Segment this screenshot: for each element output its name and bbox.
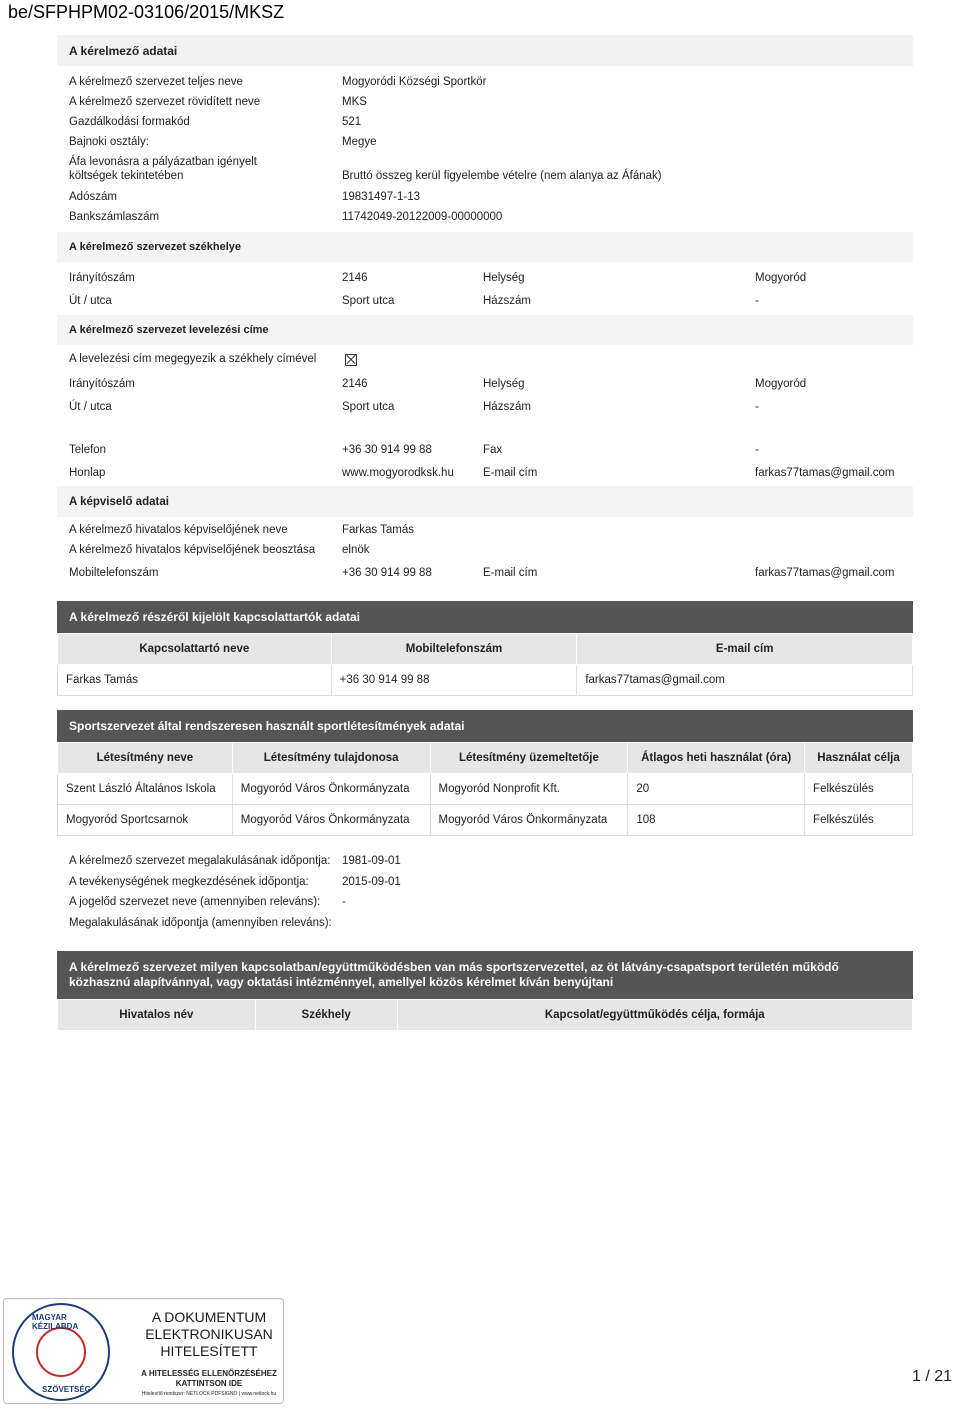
field-label: Áfa levonásra a pályázatban igényelt	[69, 156, 257, 168]
stamp-title-line: A DOKUMENTUM	[151, 1309, 267, 1325]
subsection-title: A kérelmező szervezet levelezési címe	[57, 315, 913, 345]
field-value: Megye	[342, 136, 377, 148]
field-label: költségek tekintetében	[69, 170, 184, 182]
email-label: E-mail cím	[483, 567, 538, 579]
field-label: A kérelmező szervezet megalakulásának időpontja:	[69, 855, 331, 867]
city-label: Helység	[483, 272, 525, 284]
street-label: Út / utca	[69, 401, 112, 413]
table-cell: farkas77tamas@gmail.com	[577, 665, 913, 696]
table-cell: Felkészülés	[805, 774, 913, 805]
stamp-title-line: ELEKTRONIKUSAN	[145, 1326, 273, 1342]
field-label: Megalakulásának időpontja (amennyiben releváns):	[69, 917, 332, 929]
zip-label: Irányítószám	[69, 272, 135, 284]
field-value: MKS	[342, 96, 367, 108]
table-cell: Mogyoród Város Önkormányzata	[232, 805, 430, 836]
table-cell: Mogyoród Város Önkormányzata	[430, 805, 628, 836]
email-link[interactable]: farkas77tamas@gmail.com	[755, 467, 895, 479]
page-number: 1 / 21	[911, 1368, 952, 1385]
mailing-section	[57, 315, 913, 345]
section-title	[57, 951, 913, 999]
column-header: Létesítmény tulajdonosa	[232, 743, 430, 774]
phone-value: +36 30 914 99 88	[342, 444, 432, 456]
street-value: Sport utca	[342, 401, 395, 413]
contacts-table	[57, 633, 913, 696]
table-cell: 108	[628, 805, 805, 836]
table-cell: 20	[628, 774, 805, 805]
field-value: -	[342, 896, 346, 908]
document-id: be/SFPHPM02-03106/2015/MKSZ	[8, 2, 285, 22]
section-title: Sportszervezet által rendszeresen használt sportlétesítmények adatai	[57, 710, 913, 742]
zip-label: Irányítószám	[69, 378, 135, 390]
house-label: Házszám	[483, 401, 531, 413]
table-cell: Farkas Tamás	[58, 665, 332, 696]
field-label: Gazdálkodási formakód	[69, 116, 190, 128]
verify-line: A HITELESSÉG ELLENŐRZÉSÉHEZ	[141, 1369, 277, 1378]
rep-name-value: Farkas Tamás	[342, 524, 415, 536]
column-header: Hivatalos név	[58, 1000, 256, 1031]
field-value: 1981-09-01	[342, 855, 401, 867]
column-header: Mobiltelefonszám	[331, 634, 577, 665]
same-address-checkbox[interactable]	[345, 354, 357, 366]
rep-name-label: A kérelmező hivatalos képviselőjének neve	[69, 524, 288, 536]
zip-value: 2146	[342, 272, 368, 284]
table-row	[58, 805, 913, 836]
column-header: E-mail cím	[577, 634, 913, 665]
house-value: -	[755, 295, 759, 307]
column-header: Használat célja	[805, 743, 913, 774]
cooperation-table	[57, 999, 913, 1031]
field-label: A jogelőd szervezet neve (amennyiben releváns):	[69, 896, 321, 908]
verify-line: KATTINTSON IDE	[175, 1379, 243, 1388]
field-label: A tevékenységének megkezdésének időpontja:	[69, 876, 309, 888]
city-value: Mogyoród	[755, 272, 807, 284]
house-value: -	[755, 401, 759, 413]
column-header: Kapcsolattartó neve	[58, 634, 332, 665]
subsection-title: A kérelmező szervezet székhelye	[57, 232, 913, 262]
seal-text: SZÖVETSÉG	[42, 1385, 91, 1394]
facilities-table	[57, 742, 913, 836]
same-address-label: A levelezési cím megegyezik a székhely címével	[69, 353, 317, 365]
seal-text: MAGYAR KÉZILABDA	[32, 1313, 79, 1331]
ball-icon	[36, 1327, 86, 1377]
city-label: Helység	[483, 378, 525, 390]
column-header: Kapcsolat/együttműködés célja, formája	[397, 1000, 912, 1031]
contacts-section	[57, 601, 913, 696]
web-label: Honlap	[69, 467, 106, 479]
table-cell: Mogyoród Város Önkormányzata	[232, 774, 430, 805]
federation-seal-logo	[12, 1303, 110, 1401]
house-label: Házszám	[483, 295, 531, 307]
stamp-title-line: HITELESÍTETT	[160, 1343, 258, 1359]
field-value: 521	[342, 116, 362, 128]
column-header: Átlagos heti használat (óra)	[628, 743, 805, 774]
facilities-section	[57, 710, 913, 836]
field-value: Mogyoródi Községi Sportkör	[342, 76, 487, 88]
seat-section	[57, 232, 913, 262]
field-label: Bajnoki osztály:	[69, 136, 149, 148]
authentication-stamp[interactable]	[3, 1298, 284, 1404]
section-title: A kérelmező részéről kijelölt kapcsolattartók adatai	[57, 601, 913, 633]
table-row	[58, 774, 913, 805]
section-title: A kérelmező adatai	[57, 35, 913, 66]
field-label: Adószám	[69, 191, 117, 203]
table-cell: Szent László Általános Iskola	[58, 774, 233, 805]
field-label: Bankszámlaszám	[69, 211, 160, 223]
cooperation-section	[57, 951, 913, 1031]
table-cell: +36 30 914 99 88	[331, 665, 577, 696]
column-header: Létesítmény üzemeltetője	[430, 743, 628, 774]
stamp-footer: Hitelesítő rendszer: NETLOCK PDFSIGNO | www.netlock.hu	[141, 1391, 277, 1397]
column-header: Létesítmény neve	[58, 743, 233, 774]
email-label: E-mail cím	[483, 467, 538, 479]
rep-role-value: elnök	[342, 544, 370, 556]
verify-link[interactable]	[138, 1369, 280, 1389]
mobile-label: Mobiltelefonszám	[69, 567, 159, 579]
mobile-value: +36 30 914 99 88	[342, 567, 432, 579]
column-header: Székhely	[255, 1000, 397, 1031]
table-cell: Mogyoród Nonprofit Kft.	[430, 774, 628, 805]
zip-value: 2146	[342, 378, 368, 390]
field-value: 19831497-1-13	[342, 191, 421, 203]
section-title: A képviselő adatai	[57, 486, 913, 517]
representative-section	[57, 486, 913, 517]
section-title-line: A kérelmező szervezet milyen kapcsolatban/együttműködésben van más sportszervezettel, az öt látvány-csapatsport területén működő	[69, 960, 839, 974]
table-row	[58, 665, 913, 696]
fax-value: -	[755, 444, 759, 456]
section-title-line: közhasznú alapítvánnyal, vagy oktatási intézménnyel, amellyel közös kérelmet kíván benyújtani	[69, 975, 614, 989]
fax-label: Fax	[483, 444, 503, 456]
table-cell: Felkészülés	[805, 805, 913, 836]
rep-role-label: A kérelmező hivatalos képviselőjének beosztása	[69, 544, 316, 556]
field-value: 2015-09-01	[342, 876, 401, 888]
stamp-title	[138, 1309, 280, 1360]
field-label: A kérelmező szervezet teljes neve	[69, 76, 243, 88]
street-label: Út / utca	[69, 295, 112, 307]
table-cell: Mogyoród Sportcsarnok	[58, 805, 233, 836]
field-label: A kérelmező szervezet rövidített neve	[69, 96, 261, 108]
field-value: 11742049-20122009-00000000	[342, 211, 503, 223]
field-value: Bruttó összeg kerül figyelembe vételre (nem alanya az Áfának)	[342, 170, 662, 182]
street-value: Sport utca	[342, 295, 395, 307]
applicant-section	[57, 35, 913, 66]
email-link[interactable]: farkas77tamas@gmail.com	[755, 567, 895, 579]
city-value: Mogyoród	[755, 378, 807, 390]
web-link[interactable]: www.mogyorodksk.hu	[342, 467, 454, 479]
phone-label: Telefon	[69, 444, 107, 456]
